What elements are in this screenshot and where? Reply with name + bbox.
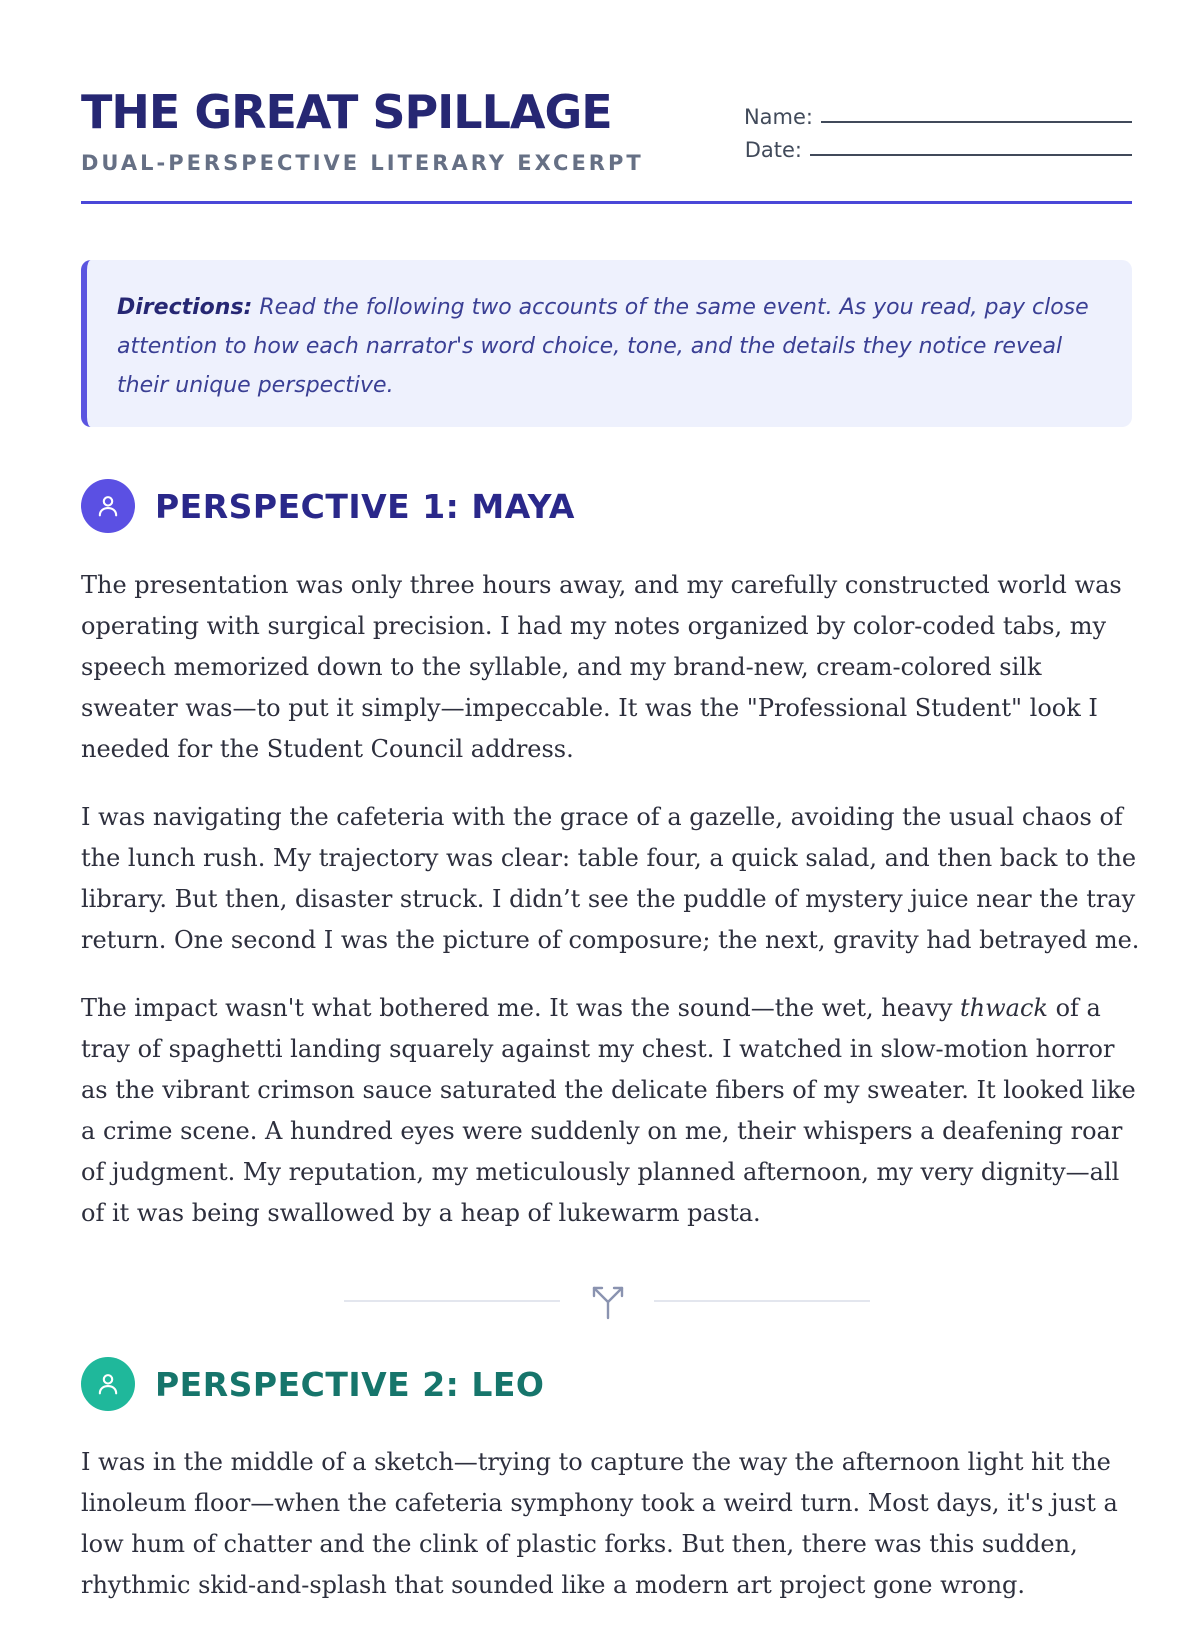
divider-line bbox=[654, 1300, 870, 1302]
perspective-1-body bbox=[81, 565, 1141, 1261]
perspective-1-title: PERSPECTIVE 1: MAYA bbox=[155, 486, 575, 526]
student-fields bbox=[742, 96, 1132, 162]
date-line[interactable] bbox=[810, 134, 1132, 156]
paragraph-text: of a tray of spaghetti landing squarely against my chest. I watched in slow-motion horror as the vibrant crimson sauce saturated the delicate fibers of my sweater. It looked like a crime scene. A hundred eyes were suddenly on me, their whispers a deafening roar of judgment. My reputation, my meticulously planned afternoon, my very dignity—all of it was being swallowed by a heap of lukewarm pasta. bbox=[81, 994, 1136, 1227]
name-line[interactable] bbox=[821, 101, 1132, 123]
paragraph-text: The impact wasn't what bothered me. It was the sound—the wet, heavy bbox=[81, 994, 961, 1022]
perspective-1-heading bbox=[81, 478, 575, 534]
date-field[interactable] bbox=[742, 129, 1132, 162]
page-title: THE GREAT SPILLAGE bbox=[81, 85, 612, 139]
split-arrow-icon bbox=[589, 1280, 627, 1320]
emphasis-word: thwack bbox=[960, 994, 1048, 1022]
user-icon bbox=[81, 479, 135, 533]
worksheet-header bbox=[81, 84, 1132, 204]
directions-label: Directions: bbox=[117, 295, 253, 320]
perspective-2-heading bbox=[81, 1356, 544, 1412]
name-field[interactable] bbox=[742, 96, 1132, 129]
paragraph: I was in the middle of a sketch—trying to capture the way the afternoon light hit the linoleum floor—when the cafeteria symphony took a weird turn. Most days, it's just a low hum of chatter and the clink of plastic forks. But then, there was this sudden, rhythmic skid-and-splash that sounded like a modern art project gone wrong. bbox=[81, 1448, 1118, 1599]
directions-box bbox=[81, 260, 1132, 427]
date-label: Date: bbox=[744, 138, 802, 162]
name-label: Name: bbox=[743, 105, 813, 129]
perspective-2-title: PERSPECTIVE 2: LEO bbox=[155, 1364, 545, 1404]
divider-line bbox=[344, 1300, 560, 1302]
section-divider bbox=[344, 1280, 870, 1320]
user-icon bbox=[81, 1357, 135, 1411]
perspective-2-body bbox=[81, 1442, 1141, 1633]
paragraph bbox=[81, 988, 1141, 1234]
paragraph: I was navigating the cafeteria with the grace of a gazelle, avoiding the usual chaos of the lunch rush. My trajectory was clear: table four, a quick salad, and then back to the library. But then, disaster struck. I didn’t see the puddle of mystery juice near the tray return. One second I was the picture of composure; the next, gravity had betrayed me. bbox=[81, 803, 1140, 954]
paragraph: The presentation was only three hours away, and my carefully constructed world was operating with surgical precision. I had my notes organized by color-coded tabs, my speech memorized down to the syllable, and my brand-new, cream-colored silk sweater was—to put it simply—impeccable. It was the "Professional Student" look I needed for the Student Council address. bbox=[81, 571, 1122, 763]
directions-text: Read the following two accounts of the same event. As you read, pay close attention to how each narrator's word choice, tone, and the details they notice reveal their unique perspective. bbox=[117, 295, 1089, 398]
header-rule bbox=[81, 201, 1132, 204]
page-subtitle: DUAL-PERSPECTIVE LITERARY EXCERPT bbox=[81, 151, 644, 175]
